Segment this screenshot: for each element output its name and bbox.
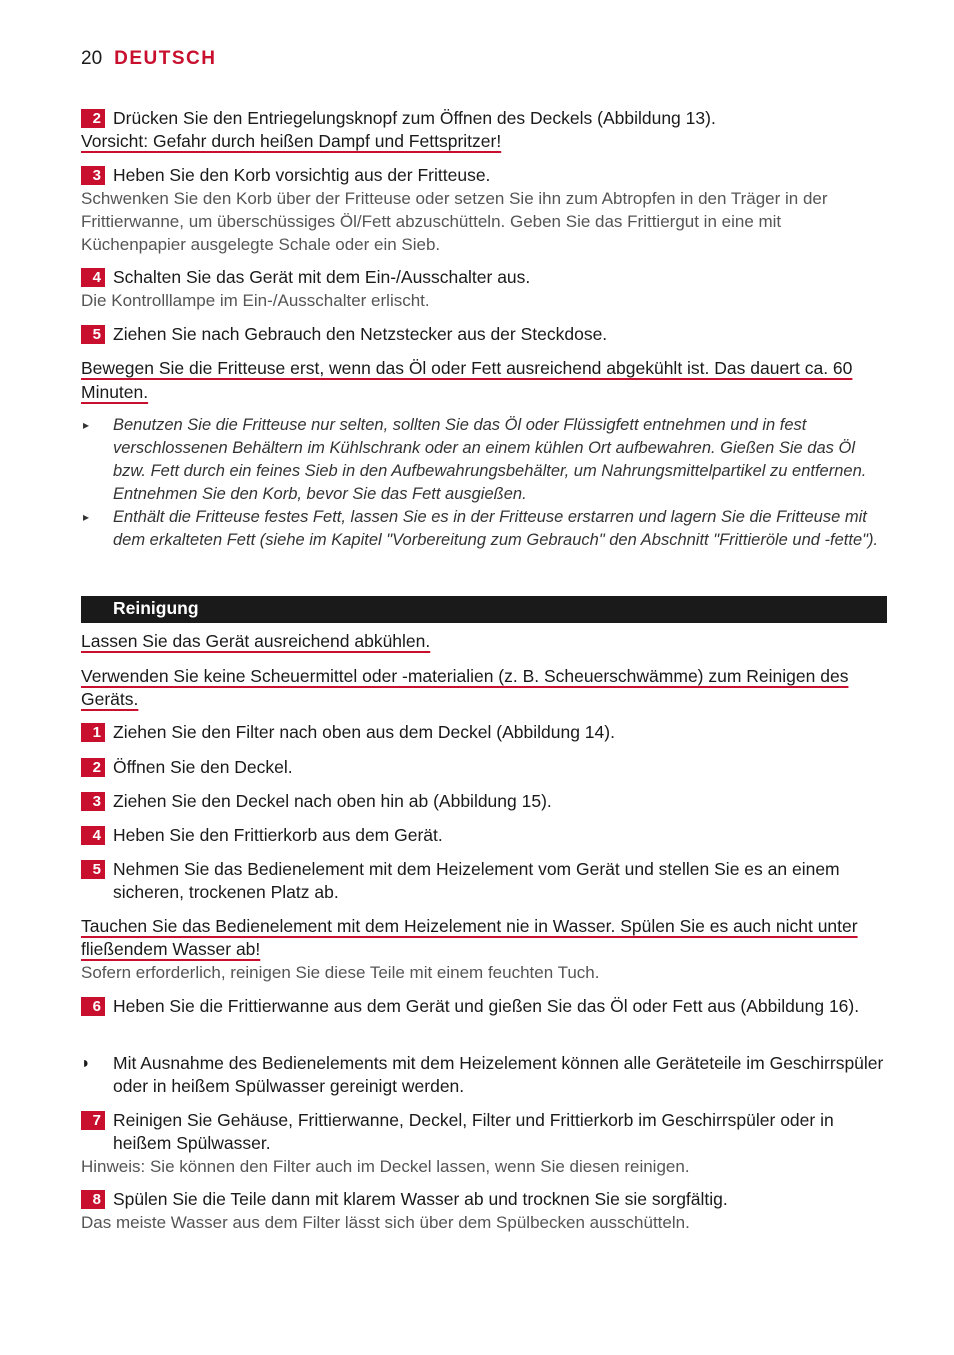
step-subtext: Das meiste Wasser aus dem Filter lässt sich über dem Spülbecken ausschütteln.	[81, 1213, 690, 1232]
cleaning-step-7	[81, 1109, 887, 1178]
notes-list	[81, 414, 887, 552]
cleaning-bullet: ◗ Mit Ausnahme des Bedienelements mit dem Heizelement können alle Geräteteile im Geschirrspüler oder in heißem Spülwasser gereinigt werden.	[81, 1053, 884, 1096]
step-subtext: Hinweis: Sie können den Filter auch im Deckel lassen, wenn Sie diesen reinigen.	[81, 1157, 690, 1176]
step-text: Heben Sie den Korb vorsichtig aus der Fritteuse.	[113, 165, 491, 185]
cleaning-step-3	[81, 790, 887, 813]
step-3-top	[81, 164, 887, 256]
step-badge: 5	[81, 860, 105, 879]
bullet-icon: ◗	[81, 1055, 91, 1072]
step-badge: 2	[81, 758, 105, 777]
step-5-top	[81, 323, 887, 346]
cleaning-warning-1: Lassen Sie das Gerät ausreichend abkühlen.	[81, 631, 431, 651]
triangle-bullet-icon: ▸	[83, 418, 90, 432]
step-4-top	[81, 266, 887, 312]
step-badge: 8	[81, 1190, 105, 1209]
page-number: 20	[81, 48, 103, 69]
step-text: Öffnen Sie den Deckel.	[113, 757, 293, 777]
cleaning-step-8	[81, 1188, 887, 1234]
step-subtext: Schwenken Sie den Korb über der Fritteuse oder setzen Sie ihn zum Abtropfen in den Träger in der Frittierwanne, um überschüssiges Öl/Fett abzuschütteln. Geben Sie das Frittiergut in eine mit Küchenpapier ausgelegte Schale oder ein Sieb.	[81, 189, 828, 254]
cleaning-step-1	[81, 721, 887, 744]
step-badge: 4	[81, 826, 105, 845]
step-text: Reinigen Sie Gehäuse, Frittierwanne, Deckel, Filter und Frittierkorb im Geschirrspüler oder in heißem Spülwasser.	[113, 1110, 834, 1153]
step-badge: 3	[81, 792, 105, 811]
triangle-bullet-icon: ▸	[83, 510, 90, 524]
note-item: ▸ Benutzen Sie die Fritteuse nur selten, sollten Sie das Öl oder Flüssigfett entnehmen und in fest verschlossenen Behältern im Kühlschrank oder an einem kühlen Ort aufbewahren. Gießen Sie das Öl bzw. Fett durch ein feines Sieb in den Aufbewahrungsbehälter, um Nahrungsmittelpartikel zu entfernen. Entnehmen Sie den Korb, bevor Sie das Fett ausgießen.	[83, 416, 867, 503]
step-text: Ziehen Sie den Deckel nach oben hin ab (Abbildung 15).	[113, 791, 552, 811]
note-item: ▸ Enthält die Fritteuse festes Fett, lassen Sie es in der Fritteuse erstarren und lagern Sie die Fritteuse mit dem erkalteten Fett (siehe im Kapitel "Vorbereitung zum Gebrauch" den Abschnitt "Frittieröle und -fette").	[83, 508, 879, 549]
step-badge: 4	[81, 268, 105, 287]
step-text: Schalten Sie das Gerät mit dem Ein-/Ausschalter aus.	[113, 267, 531, 287]
cleaning-step-4	[81, 824, 887, 847]
warning-subtext: Sofern erforderlich, reinigen Sie diese Teile mit einem feuchten Tuch.	[81, 963, 600, 982]
warning-text: Bewegen Sie die Fritteuse erst, wenn das Öl oder Fett ausreichend abgekühlt ist. Das dauert ca. 60 Minuten.	[81, 358, 853, 402]
step-2-top	[81, 107, 887, 153]
step-badge: 5	[81, 325, 105, 344]
cleaning-warning-3: Tauchen Sie das Bedienelement mit dem Heizelement nie in Wasser. Spülen Sie es auch nicht unter fließendem Wasser ab! Sofern erforderlich, reinigen Sie diese Teile mit einem feuchten Tuch.	[81, 915, 887, 984]
step-text: Spülen Sie die Teile dann mit klarem Wasser ab und trocknen Sie sie sorgfältig.	[113, 1189, 728, 1209]
warning-move	[81, 357, 887, 404]
step-text: Ziehen Sie den Filter nach oben aus dem Deckel (Abbildung 14).	[113, 722, 615, 742]
step-text: Nehmen Sie das Bedienelement mit dem Heizelement vom Gerät und stellen Sie es an einem sicheren, trockenen Platz ab.	[113, 859, 840, 902]
cleaning-step-2	[81, 756, 887, 779]
language-title: DEUTSCH	[114, 48, 217, 69]
page-header	[81, 48, 216, 70]
cleaning-step-6	[81, 995, 887, 1018]
step-text: Heben Sie die Frittierwanne aus dem Gerät und gießen Sie das Öl oder Fett aus (Abbildung 16).	[113, 996, 860, 1016]
step-text: Heben Sie den Frittierkorb aus dem Gerät.	[113, 825, 443, 845]
step-text: Ziehen Sie nach Gebrauch den Netzstecker aus der Steckdose.	[113, 324, 608, 344]
step-text: Drücken Sie den Entriegelungsknopf zum Öffnen des Deckels (Abbildung 13).	[113, 108, 716, 128]
step-badge: 7	[81, 1111, 105, 1130]
step-badge: 6	[81, 997, 105, 1016]
section-header-bar	[81, 596, 887, 623]
cleaning-warning-2: Verwenden Sie keine Scheuermittel oder -materialien (z. B. Scheuerschwämme) zum Reinigen des Geräts.	[81, 666, 849, 709]
step-subtext: Die Kontrolllampe im Ein-/Ausschalter erlischt.	[81, 291, 430, 310]
step-badge: 2	[81, 109, 105, 128]
section-title: Reinigung	[113, 598, 199, 618]
step-badge: 3	[81, 166, 105, 185]
step-badge: 1	[81, 723, 105, 742]
warning-text: Vorsicht: Gefahr durch heißen Dampf und Fettspritzer!	[81, 131, 502, 151]
cleaning-step-5	[81, 858, 887, 904]
